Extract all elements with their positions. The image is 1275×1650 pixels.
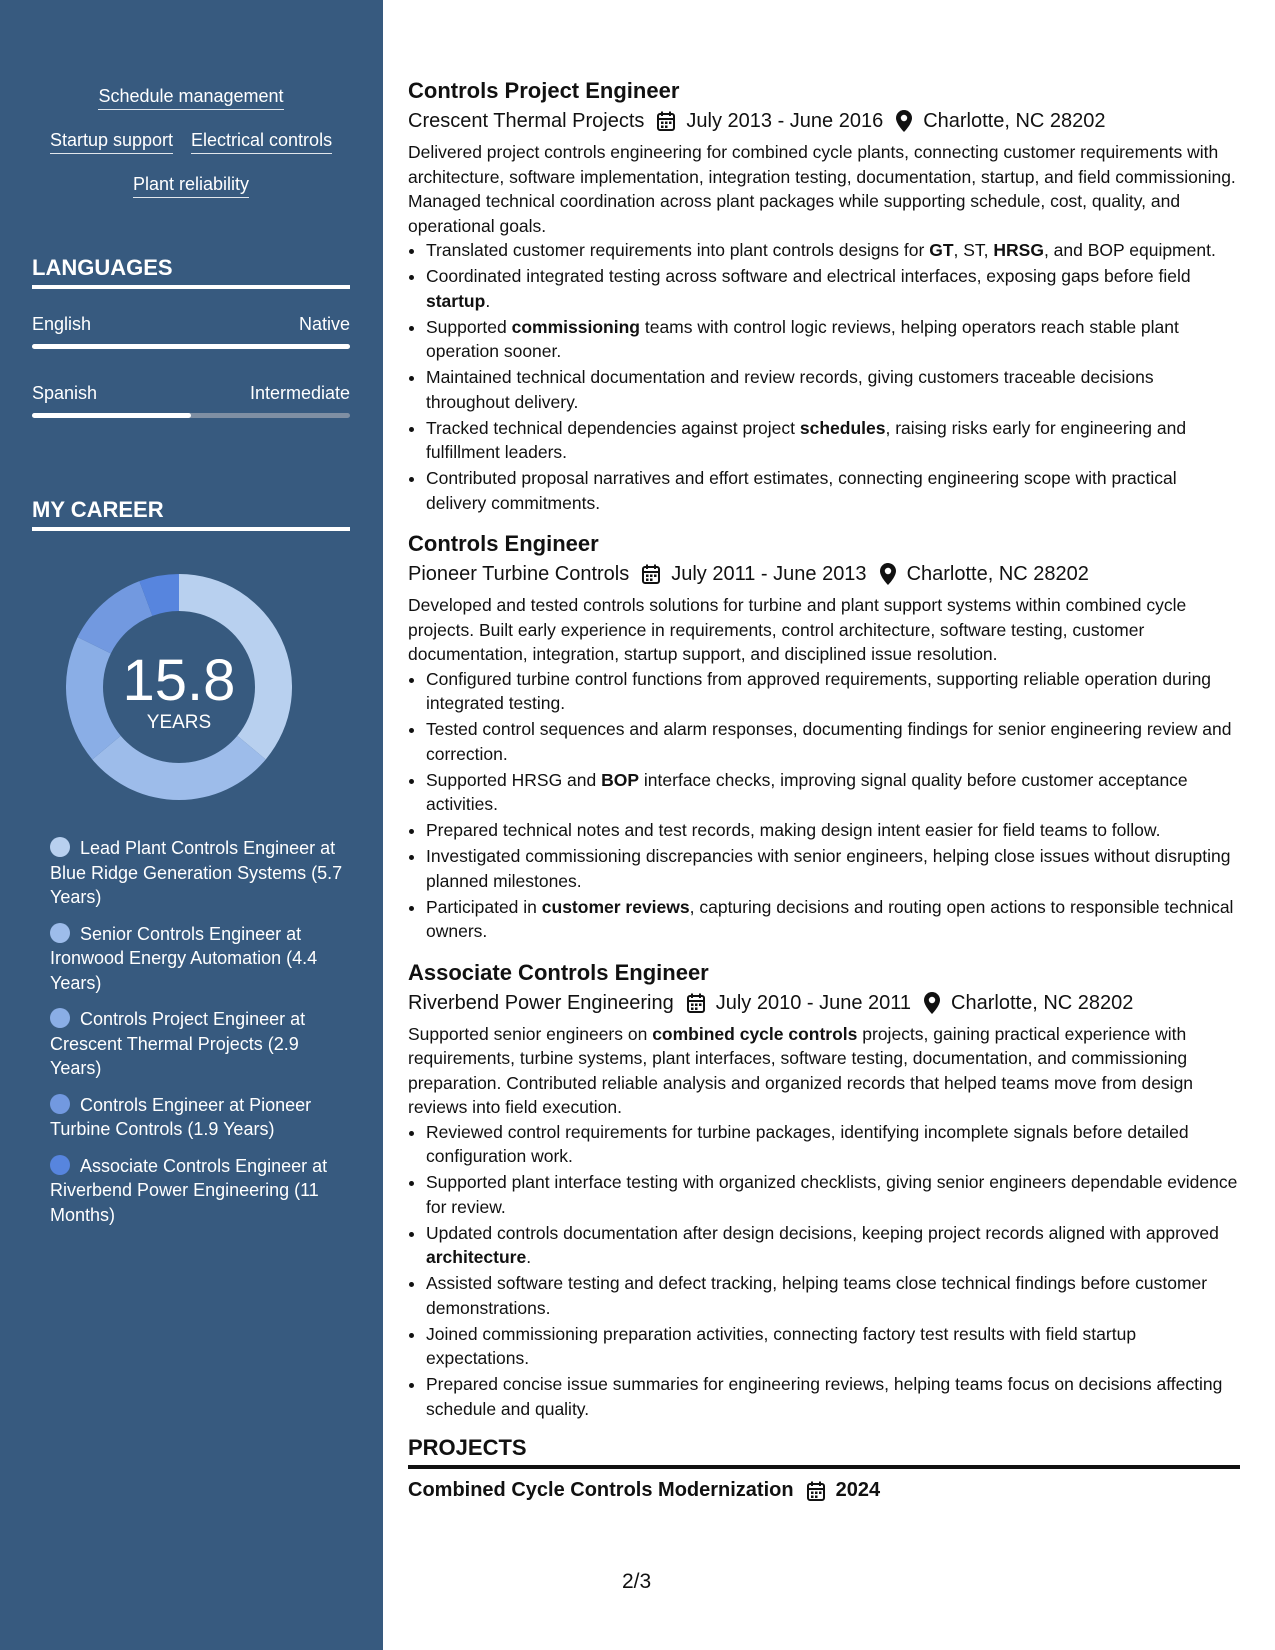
- career-item: [50, 836, 350, 910]
- job-entry: [408, 76, 1240, 515]
- language-bar-fill: [32, 413, 191, 418]
- language-bar: [32, 344, 350, 349]
- project-entry: [408, 1479, 1240, 1502]
- career-label: Senior Controls Engineer at Ironwood Energy Automation (4.4 Years): [50, 923, 318, 993]
- company-name: Crescent Thermal Projects: [408, 110, 645, 132]
- calendar-icon: [656, 110, 676, 132]
- calendar-icon: [641, 563, 661, 585]
- legend-dot: [50, 923, 70, 943]
- job-entry: [408, 529, 1240, 944]
- legend-dot: [50, 1155, 70, 1175]
- career-unit: YEARS: [146, 712, 212, 733]
- bullet-item: • Assisted software testing and defect tracking, helping teams close technical findings before customer demonstrations.: [426, 1271, 1240, 1320]
- skill-tag: Schedule management: [98, 86, 283, 110]
- bullet-item: • Tracked technical dependencies against project schedules, raising risks early for engineering and fulfillment leaders.: [426, 416, 1240, 465]
- job-meta: [408, 106, 1240, 136]
- donut-slice: [92, 736, 265, 800]
- career-legend: [50, 836, 350, 1239]
- job-title: Controls Engineer: [408, 531, 599, 556]
- career-item: [50, 1007, 350, 1081]
- main-content: [408, 76, 1240, 1502]
- project-name: Combined Cycle Controls Modernization: [408, 1479, 794, 1501]
- job-description: Delivered project controls engineering for combined cycle plants, connecting customer requirements with architecture, software implementation, integration testing, documentation, startup, and field commissioning. Managed technical coordination across plant packages while supporting schedule, cost, quality, and operational goals.: [408, 142, 1236, 236]
- job-bullets: [408, 667, 1240, 944]
- language-level: Native: [298, 314, 350, 334]
- legend-dot: [50, 1094, 70, 1114]
- legend-dot: [50, 837, 70, 857]
- projects-heading: PROJECTS: [408, 1435, 1240, 1469]
- map-pin-icon: [895, 109, 913, 133]
- career-label: Controls Project Engineer at Crescent Thermal Projects (2.9 Years): [50, 1009, 306, 1078]
- job-bullets: [408, 1120, 1240, 1422]
- company-name: Riverbend Power Engineering: [408, 991, 674, 1014]
- skill-tag: Startup support: [50, 130, 173, 154]
- bullet-item: • Investigated commissioning discrepancies with senior engineers, helping close issues without disrupting planned milestones.: [426, 844, 1240, 893]
- job-dates: July 2011 - June 2013: [671, 563, 867, 585]
- bullet-item: • Supported plant interface testing with organized checklists, giving senior engineers dependable evidence for review.: [426, 1170, 1240, 1219]
- language-spanish: [32, 383, 350, 418]
- experience-list: [408, 76, 1240, 1421]
- career-label: Controls Engineer at Pioneer Turbine Controls (1.9 Years): [50, 1094, 312, 1139]
- legend-dot: [50, 1008, 70, 1028]
- job-dates: July 2010 - June 2011: [715, 991, 912, 1014]
- job-title: Controls Project Engineer: [408, 78, 680, 103]
- sidebar: [0, 0, 383, 1650]
- career-item: [50, 1093, 350, 1142]
- language-level: Intermediate: [249, 383, 350, 403]
- career-heading: MY CAREER: [32, 497, 350, 531]
- job-entry: [408, 958, 1240, 1422]
- bullet-item: • Contributed proposal narratives and effort estimates, connecting engineering scope with practical delivery commitments.: [426, 466, 1240, 515]
- language-name: Spanish: [32, 383, 98, 403]
- bullet-item: • Supported HRSG and BOP interface checks, improving signal quality before customer acceptance activities.: [426, 768, 1240, 817]
- career-label: Lead Plant Controls Engineer at Blue Ridge Generation Systems (5.7 Years): [50, 838, 343, 907]
- skill-tag: Electrical controls: [191, 130, 332, 154]
- language-english: [32, 314, 350, 349]
- bullet-item: • Reviewed control requirements for turbine packages, identifying incomplete signals before detailed configuration work.: [426, 1120, 1240, 1169]
- bullet-item: • Participated in customer reviews, capturing decisions and routing open actions to responsible technical owners.: [426, 895, 1240, 944]
- job-location: Charlotte, NC 28202: [923, 110, 1106, 132]
- career-item: [50, 1154, 350, 1228]
- donut-slice: [78, 581, 153, 653]
- bullet-item: • Tested control sequences and alarm responses, documenting findings for senior engineering review and correction.: [426, 717, 1240, 766]
- bullet-item: • Prepared concise issue summaries for engineering reviews, helping teams focus on decisions affecting schedule and quality.: [426, 1372, 1240, 1421]
- bullet-item: • Maintained technical documentation and review records, giving customers traceable decisions throughout delivery.: [426, 365, 1240, 414]
- career-total: 15.8: [122, 648, 236, 713]
- donut-slice: [66, 637, 121, 759]
- page-number: 2/3: [622, 1570, 652, 1593]
- job-title: Associate Controls Engineer: [408, 959, 709, 985]
- bullet-item: • Translated customer requirements into plant controls designs for GT, ST, HRSG, and BOP equipment.: [426, 238, 1240, 263]
- bullet-item: • Updated controls documentation after design decisions, keeping project records aligned with approved architecture.: [426, 1221, 1240, 1270]
- skills-list: [32, 86, 350, 218]
- language-bar-fill: [32, 344, 350, 349]
- company-name: Pioneer Turbine Controls: [408, 563, 630, 585]
- bullet-item: • Prepared technical notes and test records, making design intent easier for field teams to follow.: [426, 818, 1240, 843]
- map-pin-icon: [879, 562, 897, 586]
- career-item: [50, 922, 350, 996]
- bullet-item: • Supported commissioning teams with control logic reviews, helping operators reach stable plant operation sooner.: [426, 315, 1240, 364]
- skill-tag: Plant reliability: [133, 174, 249, 198]
- career-label: Associate Controls Engineer at Riverbend Power Engineering (11 Months): [50, 1155, 328, 1225]
- project-year: 2024: [835, 1479, 881, 1501]
- bullet-item: • Joined commissioning preparation activities, connecting factory test results with field startup expectations.: [426, 1322, 1240, 1371]
- job-meta: [408, 559, 1240, 589]
- job-bullets: [408, 238, 1240, 515]
- calendar-icon: [686, 992, 706, 1014]
- bullet-item: • Coordinated integrated testing across software and electrical interfaces, exposing gaps before field startup.: [426, 264, 1240, 313]
- job-description: Supported senior engineers on combined cycle controls projects, gaining practical experience with requirements, turbine systems, plant interfaces, software testing, documentation, and commissioning preparation. Contributed reliable analysis and organized records that helped teams move from design reviews into field execution.: [408, 1023, 1194, 1117]
- job-description: Developed and tested controls solutions for turbine and plant support systems within combined cycle projects. Built early experience in requirements, control architecture, software testing, customer documentation, integration, startup support, and disciplined issue resolution.: [408, 595, 1187, 664]
- languages-heading: LANGUAGES: [32, 255, 350, 289]
- job-location: Charlotte, NC 28202: [906, 563, 1089, 585]
- career-donut-chart: [66, 574, 292, 800]
- job-location: Charlotte, NC 28202: [951, 991, 1134, 1014]
- language-name: English: [32, 314, 92, 334]
- job-meta: [408, 988, 1240, 1018]
- calendar-icon: [806, 1480, 826, 1502]
- bullet-item: • Configured turbine control functions from approved requirements, supporting reliable operation during integrated testing.: [426, 667, 1240, 716]
- job-dates: July 2013 - June 2016: [686, 110, 884, 132]
- map-pin-icon: [923, 991, 941, 1015]
- language-bar: [32, 413, 350, 418]
